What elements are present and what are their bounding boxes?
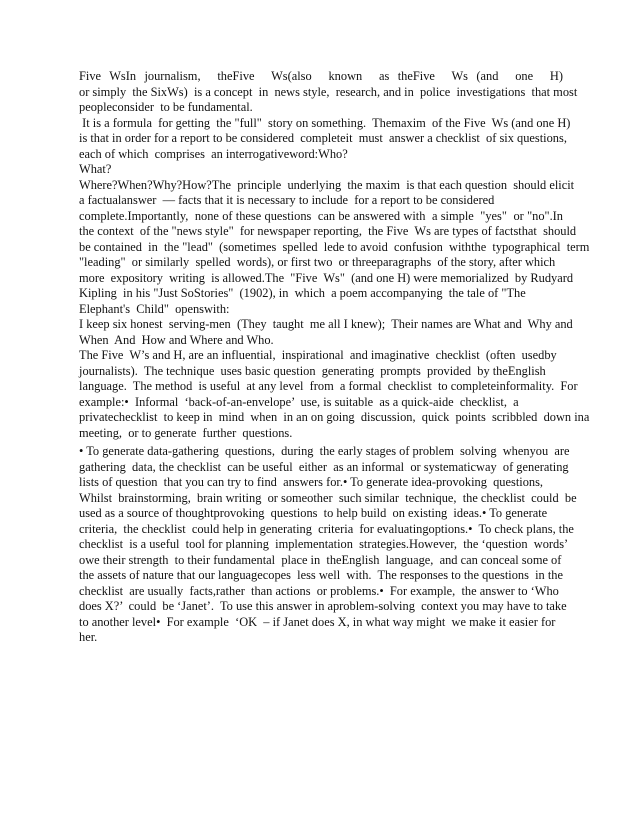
text-line: to another level• For example ‘OK – if Janet does X, in what way might we make it easier for xyxy=(79,614,556,629)
text-line: Whilst brainstorming, brain writing or someother such similar technique, the checklist could be xyxy=(79,490,577,505)
text-line: language. The method is useful at any level from a formal checklist to completeinformality. For xyxy=(79,379,578,393)
text-line: Where?When?Why?How?The principle underlying the maxim is that each question should elicit xyxy=(79,177,575,192)
text-line: meeting, or to generate further questions. xyxy=(79,425,293,440)
text-line: her. xyxy=(79,630,98,644)
text-line: checklist is a useful tool for planning implementation strategies.However, the ‘question words’ xyxy=(79,537,569,551)
text-line: lists of question that you can try to find answers for.• To generate idea-provoking questions, xyxy=(79,475,544,489)
text-line: used as a source of thoughtprovoking questions to help build on existing ideas.• To generate xyxy=(79,506,548,520)
text-line: Kipling in his "Just SoStories" (1902), in which a poem accompanying the tale of "The xyxy=(79,286,526,300)
text-line: be contained in the "lead" (sometimes spelled lede to avoid confusion withthe typographical term xyxy=(79,239,590,254)
text-line: example:• Informal ‘back-of-an-envelope’ use, is suitable as a quick-aide checklist, a xyxy=(79,394,519,409)
text-line: each of which comprises an interrogativeword:Who? xyxy=(79,146,348,161)
text-line: The Five W’s and H, are an influential, inspirational and imaginative checklist (often usedby xyxy=(79,348,557,362)
text-line: journalists). The technique uses basic question generating prompts provided by theEnglish xyxy=(79,363,546,378)
text-line: owe their strength to their fundamental place in theEnglish language, and can conceal some of xyxy=(79,552,562,567)
text-line: or simply the SixWs) is a concept in news style, research, and in police investigations that most xyxy=(79,84,578,99)
text-line: Elephant's Child" openswith: xyxy=(79,301,230,316)
text-line: more expository writing is allowed.The "Five Ws" (and one H) were memorialized by Rudyard xyxy=(79,270,574,285)
text-line: I keep six honest serving-men (They taught me all I knew); Their names are What and Why and xyxy=(79,317,573,331)
text-line: complete.Importantly, none of these questions can be answered with a simple "yes" or "no".In xyxy=(79,208,563,223)
text-line: the assets of nature that our languagecopes less well with. The responses to the questions in the xyxy=(79,568,563,582)
text-line: is that in order for a report to be considered completeit must answer a checklist of six questions, xyxy=(79,131,567,145)
text-line: peopleconsider to be fundamental. xyxy=(79,100,253,114)
text-line: the context of the "news style" for newspaper reporting, the Five Ws are types of factsthat should xyxy=(79,224,577,238)
text-line: checklist are usually facts,rather than actions or problems.• For example, the answer to ‘Who xyxy=(79,583,559,598)
text-line: • To generate data-gathering questions, during the early stages of problem solving whenyou are xyxy=(79,444,570,458)
text-line: gathering data, the checklist can be useful either as an informal or systematicway of generating xyxy=(79,459,569,474)
text-line: It is a formula for getting the "full" story on something. Themaxim of the Five Ws (and one H) xyxy=(79,115,571,130)
text-line: "leading" or similarly spelled words), or first two or threeparagraphs of the story, after which xyxy=(79,255,556,269)
text-line: does X?’ could be ‘Janet’. To use this answer in aproblem-solving context you may have to take xyxy=(79,599,567,613)
text-line: What? xyxy=(79,162,112,176)
text-line: a factualanswer — facts that it is necessary to include for a report to be considered xyxy=(79,193,495,207)
text-line: When And How and Where and Who. xyxy=(79,332,274,347)
body-paragraph-1 xyxy=(79,69,590,441)
text-line: privatechecklist to keep in mind when in an on going discussion, quick points scribbled down ina xyxy=(79,410,590,424)
text-line: criteria, the checklist could help in generating criteria for evaluatingoptions.• To check plans, the xyxy=(79,521,574,536)
body-paragraph-2 xyxy=(79,444,577,646)
text-line: Five WsIn journalism, theFive Ws(also known as theFive Ws (and one H) xyxy=(79,69,563,83)
